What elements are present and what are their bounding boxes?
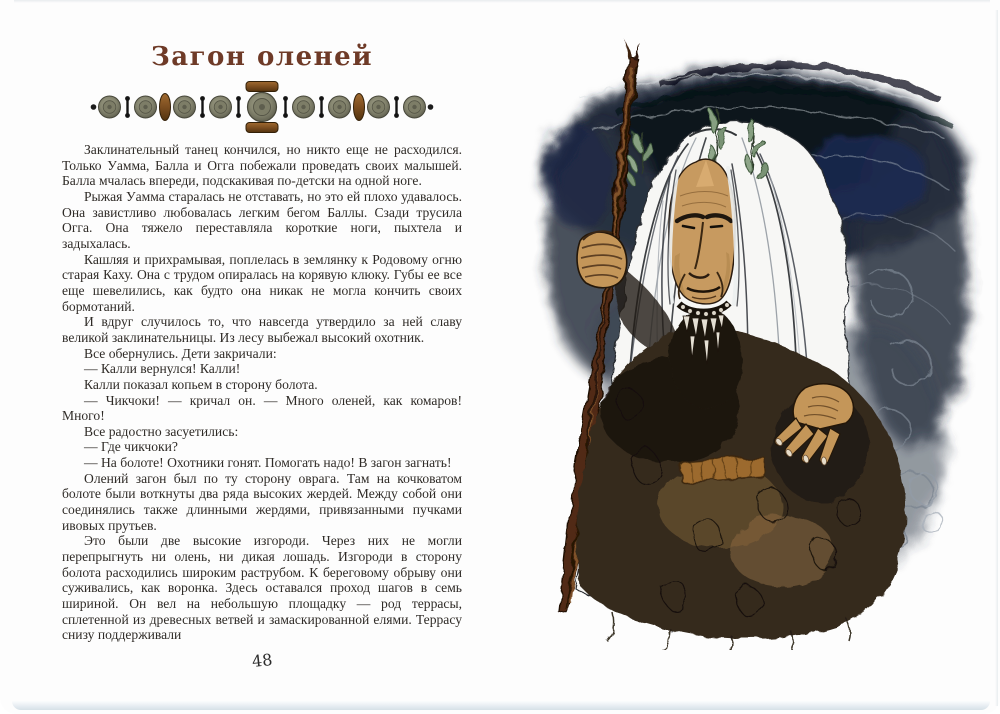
paragraph: Все обернулись. Дети закричали: (84, 345, 277, 361)
ornament-link-dot (283, 113, 288, 118)
page-right-edge (995, 10, 998, 706)
ornament-link-bar (284, 99, 286, 116)
ornament-disc-core (143, 105, 147, 109)
chapter-title: Загон оленей (150, 42, 374, 72)
ornament-link-dot (236, 113, 241, 118)
ornament-dot (91, 104, 97, 110)
ornament-link-dot (394, 113, 399, 118)
paragraph: И вдруг случилось то, что навсегда утвердило за ней славу великой заклинательницы. Из лесу выбежал высокий охотник. (62, 314, 462, 345)
ornament-link-dot (200, 113, 205, 118)
paragraph: — Чикчоки! — кричал он. — Много оленей, как комаров! Много! (62, 392, 462, 424)
page-bottom-edge (12, 701, 990, 710)
ornament-center-core (259, 104, 265, 110)
paragraph: — На болоте! Охотники гонят. Помогать надо! В загон загнать! (84, 455, 452, 471)
ornament-center-bar-top (246, 82, 278, 92)
paragraph: Рыжая Уамма старалась не отставать, но это ей плохо удавалось. Она завистливо любовалась легким бегом Баллы. Сзади трусила Огга. Она тяжело переставляла короткие ноги, пыхтела и задыхалась. (62, 188, 462, 251)
shaman-illustration (520, 26, 990, 650)
ornament-link-dot (236, 96, 241, 101)
ornament-disc-core (412, 105, 416, 109)
ornament-bead (160, 94, 171, 121)
beads-ornament-graphic (90, 81, 434, 133)
ornament-link-dot (319, 113, 324, 118)
ornament-bead (354, 94, 365, 121)
paragraph: Кашляя и прихрамывая, поплелась в землянку к Родовому огню старая Каху. Она с трудом опиралась на корявую клюку. Губы ее все еще шевелились, как будто она никак не могла кончить своих бормотаний. (62, 251, 462, 314)
ornament-link-bar (320, 99, 322, 116)
ornament-link-dot (125, 96, 130, 101)
ornament-disc-core (301, 105, 305, 109)
ornament-link-bar (237, 99, 239, 116)
ornament-dot (428, 104, 434, 110)
ornament-link-bar (126, 99, 128, 116)
paragraph: Все радостно засуетились: (84, 423, 239, 439)
ornament-link-dot (283, 96, 288, 101)
ornament-disc-core (337, 105, 341, 109)
ornament-link-dot (200, 96, 205, 101)
paragraph: Калли показал копьем в сторону болота. (84, 376, 318, 392)
ornament-link-dot (319, 96, 324, 101)
page-number: 48 (250, 649, 274, 672)
ornament-center-bar-bottom (246, 123, 278, 133)
ornament-disc-core (182, 105, 186, 109)
paragraph: — Где чикчоки? (84, 439, 178, 455)
ornament-link-bar (201, 99, 203, 116)
ornament-disc-core (376, 105, 380, 109)
ornament-disc-core (218, 105, 222, 109)
left-page (62, 42, 462, 670)
chapter-ornament (90, 81, 434, 133)
ornament-disc-core (107, 105, 111, 109)
ornament-link-dot (125, 113, 130, 118)
ornament-link-bar (395, 99, 397, 116)
body-text (62, 142, 462, 643)
paragraph: Олений загон был по ту сторону оврага. Там на кочковатом болоте были воткнуты два ряда высоких жердей. Между собой они соединялись также длинными жердями, привязанными пучками ивовых прутьев. (62, 470, 462, 533)
page-top-edge (14, 0, 990, 3)
paragraph: Заклинательный танец кончился, но никто еще не расходился. Только Уамма, Балла и Огга побежали проведать своих малышей. Балла мчалась впереди, подскакивая по-детски на одной ноге. (62, 142, 462, 189)
face (669, 159, 735, 304)
paragraph: — Калли вернулся! Калли! (84, 361, 241, 377)
ornament-link-dot (394, 96, 399, 101)
paragraph: Это были две высокие изгороди. Через них не могли перепрыгнуть ни олень, ни дикая лошадь. Изгороди в сторону болота расходились широким раструбом. К береговому обрыву они суживались, как воронка. Здесь оставался проход шагов в семь шириной. Он вел на небольшую площадку — род террасы, сплетенной из древесных ветвей и замаскированной елями. Террасу снизу поддерживали (62, 533, 462, 643)
